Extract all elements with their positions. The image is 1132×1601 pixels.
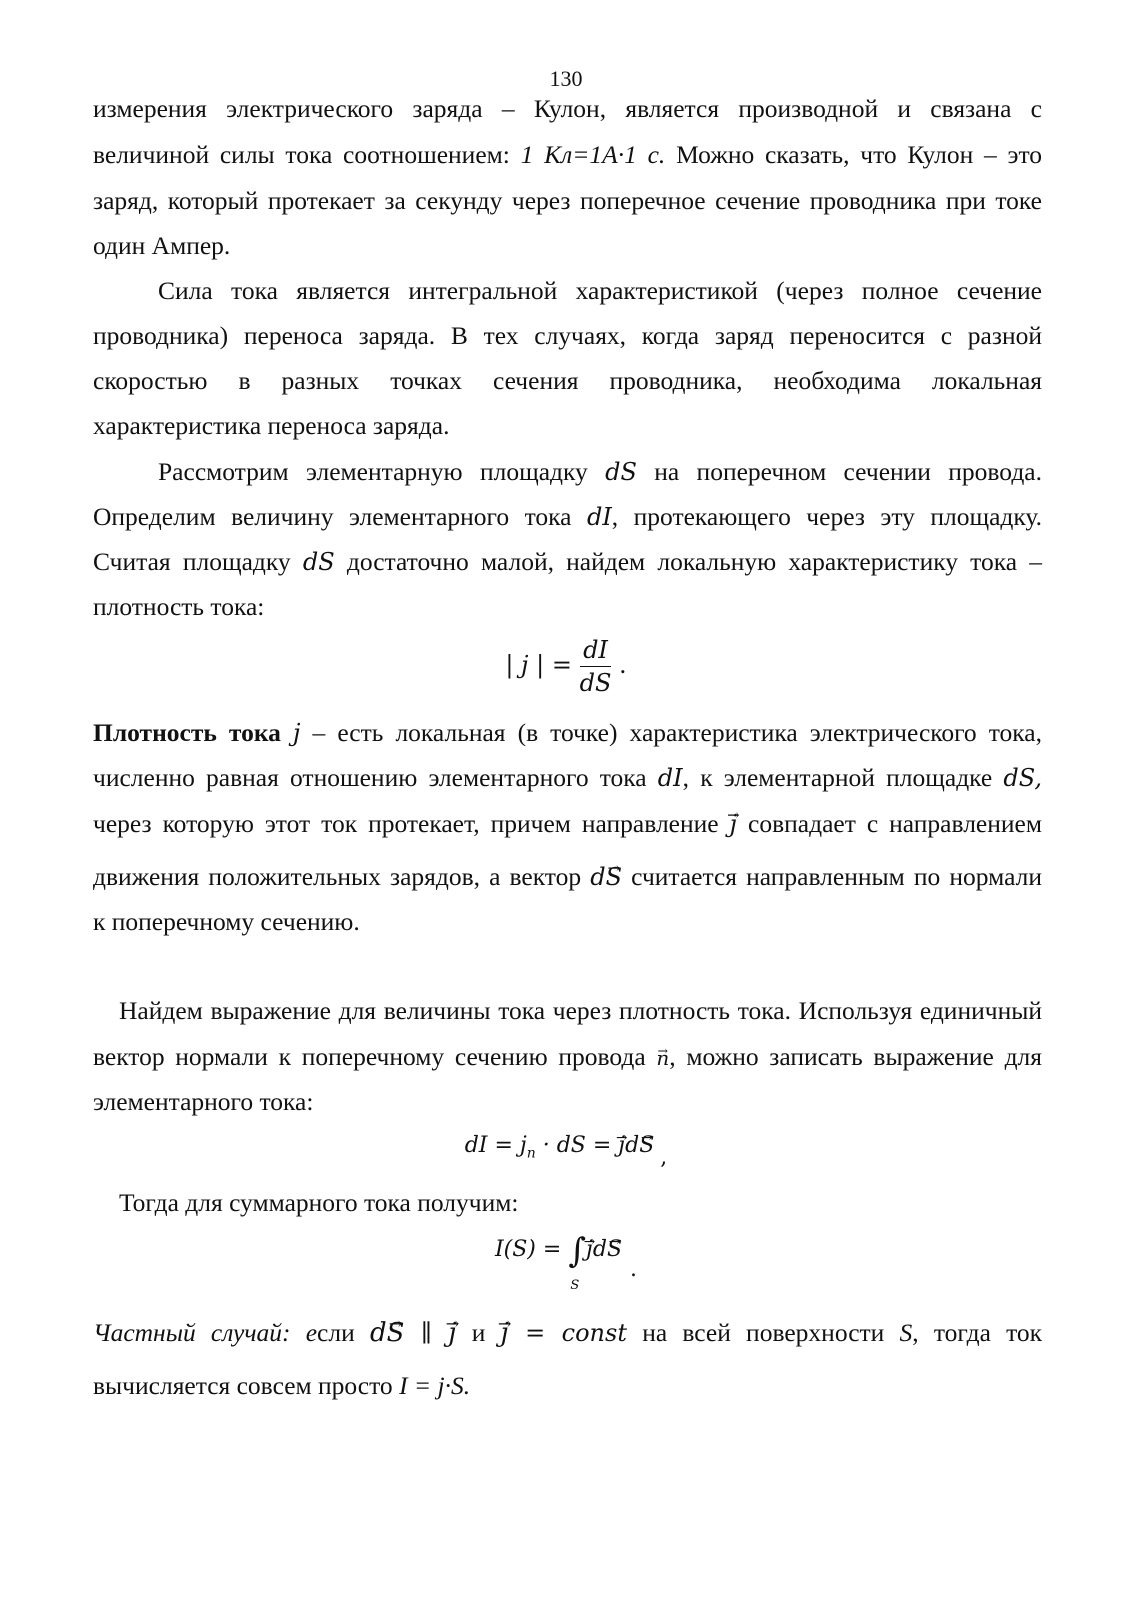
p3-line-3: Считая площадку dS достаточно малой, найдем локальную характеристику тока –: [93, 547, 1042, 576]
equation-elementary-current: dI = $j_n$ · dS = → jd→ S ,: [0, 1128, 1132, 1171]
p1-line-3: заряд, который протекает за секунду через поперечное сечение проводника при токе: [93, 186, 1042, 215]
p3-line-4: плотность тока:: [93, 592, 265, 621]
p1-line-2: величиной силы тока соотношением: 1 Кл=1А·1 с. Можно сказать, что Кулон – это: [93, 140, 1043, 169]
p1-line-1: измерения электрического заряда – Кулон, является производной и связана с: [93, 94, 1042, 123]
page-number: 130: [549, 66, 583, 91]
p4-line-5: к поперечному сечению.: [93, 907, 360, 936]
p7-line-1: Частный случай: если d→ S ∥ → j и → j = const на всей поверхности S, тогда ток: [93, 1310, 1042, 1357]
p5-line-2: вектор нормали к поперечному сечению провода → n, можно записать выражение для: [93, 1034, 1042, 1082]
term-current-density: Плотность тока: [93, 718, 281, 747]
p4-line-3: через которую этот ток протекает, причем направление → j совпадает с направлением: [93, 801, 1042, 848]
p3-line-2: Определим величину элементарного тока dI, протекающего через эту площадку.: [93, 502, 1042, 531]
p4-line-4: движения положительных зарядов, а вектор d→ S считается направленным по нормали: [93, 854, 1042, 901]
special-case-label: Частный случай: е: [93, 1318, 318, 1347]
p2-line-1: Сила тока является интегральной характеристикой (через полное сечение: [158, 276, 1042, 305]
formula-total-current: I = j·S.: [399, 1371, 471, 1400]
p5-line-1: Найдем выражение для величины тока через плотность тока. Используя единичный: [119, 996, 1042, 1025]
p5-line-3: элементарного тока:: [93, 1087, 314, 1116]
p7-line-2: вычисляется совсем просто I = j·S.: [93, 1371, 471, 1400]
p4-line-1: Плотность тока j – есть локальная (в точке) характеристика электрического тока,: [93, 718, 1042, 747]
p2-line-4: характеристика переноса заряда.: [93, 411, 450, 440]
p6-line-1: Тогда для суммарного тока получим:: [119, 1188, 519, 1217]
p3-line-1: Рассмотрим элементарную площадку dS на поперечном сечении провода.: [158, 457, 1042, 486]
p1-line-4: один Ампер.: [93, 231, 231, 260]
p4-line-2: численно равная отношению элементарного тока dI, к элементарной площадке dS,: [93, 763, 1042, 792]
p2-line-2: проводника) переноса заряда. В тех случаях, когда заряд переносится с разной: [93, 321, 1042, 350]
equation-total-current: I(S) = ∫ S → jd→ S.: [0, 1230, 1132, 1271]
p2-line-3: скоростью в разных точках сечения проводника, необходима локальная: [93, 366, 1042, 395]
equation-current-density: | j | = $\frac{dI}{dS}$ .: [505, 636, 627, 697]
formula-coulomb: 1 Кл=1А·1 с.: [520, 140, 666, 169]
